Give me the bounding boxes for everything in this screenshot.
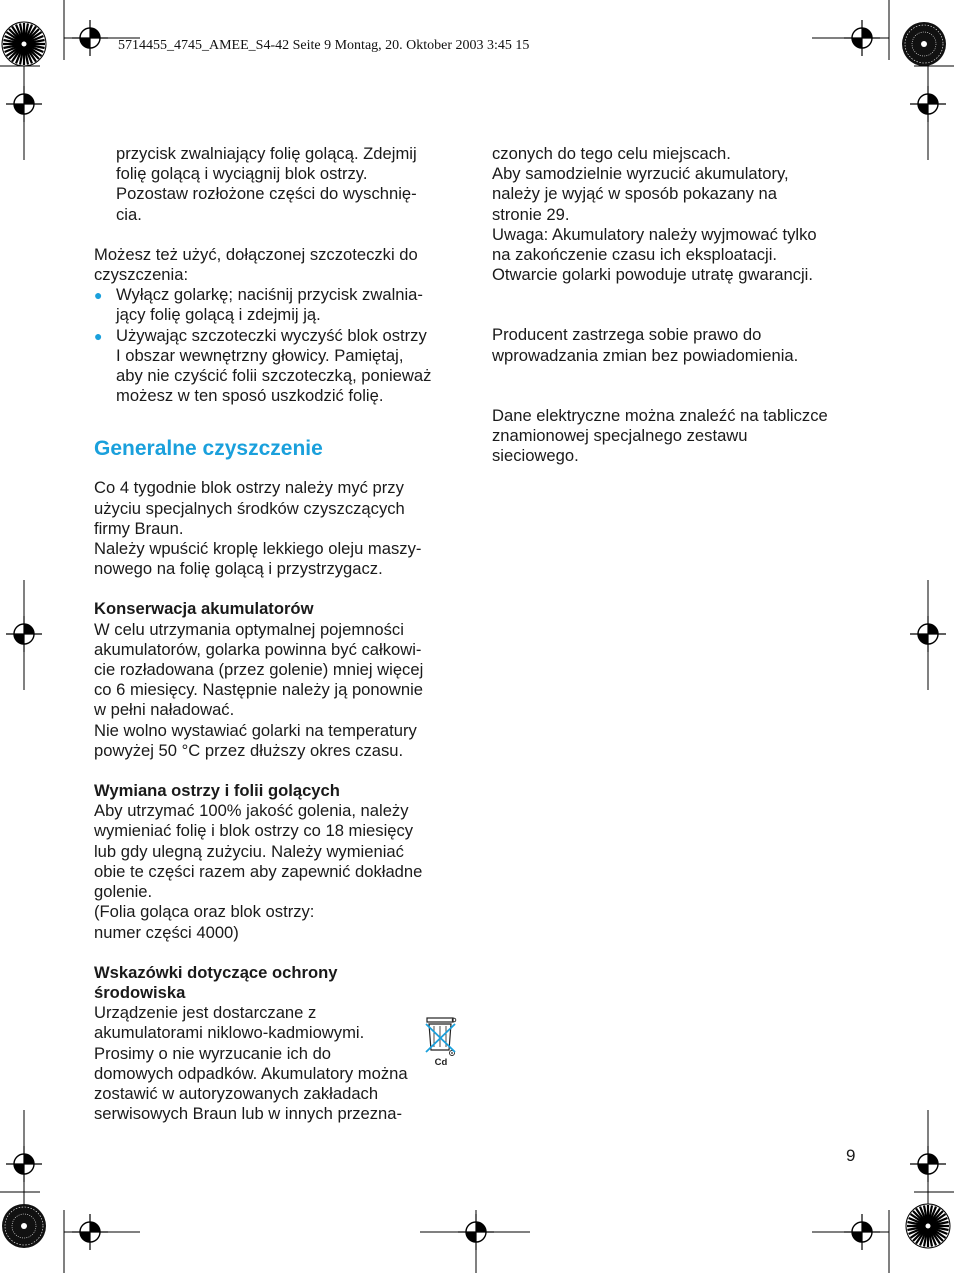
text-line: jący folię golącą i zdejmij ją. bbox=[116, 305, 321, 325]
text-line: folię golącą i wyciągnij blok ostrzy. bbox=[116, 164, 368, 184]
text-line: I obszar wewnętrzny głowicy. Pamiętaj, bbox=[116, 345, 404, 365]
bullet-icon: ● bbox=[94, 327, 103, 344]
text-line: należy je wyjąć w sposób pokazany na bbox=[492, 184, 778, 204]
text-line: Co 4 tygodnie blok ostrzy należy myć przy bbox=[94, 478, 404, 498]
section-heading: Generalne czyszczenie bbox=[94, 437, 323, 461]
text-line: Nie wolno wystawiać golarki na temperatury bbox=[94, 720, 417, 740]
bullet-item bbox=[94, 326, 460, 407]
text-line: Producent zastrzega sobie prawo do bbox=[492, 325, 762, 345]
text-line: aby nie czyścić folii szczoteczką, ponieważ bbox=[116, 366, 432, 386]
print-slug: 5714455_4745_AMEE_S4-42 Seite 9 Montag, 20. Oktober 2003 3:45 15 bbox=[118, 38, 530, 53]
intro-paragraph bbox=[94, 144, 460, 225]
text-line: lub gdy ulegną zużyciu. Należy wymieniać bbox=[94, 841, 404, 861]
text-line: Urządzenie jest dostarczane z bbox=[94, 1003, 317, 1023]
text-line: Prosimy o nie wyrzucanie ich do bbox=[94, 1043, 332, 1063]
text-line: możesz w ten sposó uszkodzić folię. bbox=[116, 386, 384, 406]
subheading-battery: Konserwacja akumulatorów bbox=[94, 599, 314, 619]
text-line: Możesz też użyć, dołączonej szczoteczki do bbox=[94, 244, 418, 264]
text-line: golenie. bbox=[94, 882, 153, 902]
page-number: 9 bbox=[846, 1146, 856, 1165]
text-line: znamionowej specjalnego zestawu bbox=[492, 426, 748, 446]
text-line: Pozostaw rozłożone części do wyschnię- bbox=[116, 184, 417, 204]
subheading-environment bbox=[94, 963, 460, 1003]
text-line: numer części 4000) bbox=[94, 922, 239, 942]
text-line: wprowadzania zmian bez powiadomienia. bbox=[492, 345, 799, 365]
text-line: środowiska bbox=[94, 982, 186, 1002]
text-line: czyszczenia: bbox=[94, 265, 189, 285]
crossed-bin-icon bbox=[424, 1016, 458, 1070]
battery-paragraph bbox=[94, 620, 460, 761]
electrical-data-note bbox=[492, 406, 872, 467]
text-line: Wyłącz golarkę; naciśnij przycisk zwalnia- bbox=[116, 285, 423, 305]
general-paragraph bbox=[94, 478, 460, 579]
text-line: akumulatorami niklowo-kadmiowymi. bbox=[94, 1023, 365, 1043]
text-line: Dane elektryczne można znaleźć na tabliczce bbox=[492, 405, 828, 425]
text-line: W celu utrzymania optymalnej pojemności bbox=[94, 619, 404, 639]
text-line: w pełni naładować. bbox=[94, 700, 235, 720]
replacement-paragraph bbox=[94, 801, 460, 942]
text-line: domowych odpadków. Akumulatory można bbox=[94, 1063, 408, 1083]
text-line: Wskazówki dotyczące ochrony bbox=[94, 962, 338, 982]
text-line: firmy Braun. bbox=[94, 518, 184, 538]
text-line: cie rozładowana (przez golenie) mniej więcej bbox=[94, 660, 424, 680]
text-line: Aby utrzymać 100% jakość golenia, należy bbox=[94, 801, 409, 821]
subheading-replacement: Wymiana ostrzy i folii golących bbox=[94, 781, 340, 801]
text-line: (Folia goląca oraz blok ostrzy: bbox=[94, 902, 315, 922]
text-line: obie te części razem aby zapewnić dokładne bbox=[94, 861, 423, 881]
text-line: Otwarcie golarki powoduje utratę gwarancji. bbox=[492, 265, 813, 285]
environment-paragraph bbox=[94, 1003, 460, 1124]
text-line: zostawić w autoryzowanych zakładach bbox=[94, 1083, 379, 1103]
right-column bbox=[492, 144, 872, 466]
text-line: sieciowego. bbox=[492, 446, 579, 466]
text-line: Aby samodzielnie wyrzucić akumulatory, bbox=[492, 164, 789, 184]
text-line: przycisk zwalniający folię golącą. Zdejmij bbox=[116, 144, 417, 163]
text-line: co 6 miesięcy. Następnie należy ją ponownie bbox=[94, 680, 423, 700]
text-line: użyciu specjalnych środków czyszczących bbox=[94, 498, 405, 518]
bullet-icon: ● bbox=[94, 287, 103, 304]
text-line: serwisowych Braun lub w innych przezna- bbox=[94, 1104, 403, 1124]
text-line: nowego na folię golącą i przystrzygacz. bbox=[94, 559, 383, 579]
text-line: wymieniać folię i blok ostrzy co 18 miesięcy bbox=[94, 821, 414, 841]
text-line: Należy wpuścić kroplę lekkiego oleju maszy- bbox=[94, 539, 422, 559]
environment-continued bbox=[492, 144, 872, 285]
cd-label: Cd bbox=[434, 1057, 448, 1068]
brush-intro bbox=[94, 245, 460, 285]
bullet-item bbox=[94, 285, 460, 325]
text-line: Uwaga: Akumulatory należy wyjmować tylko bbox=[492, 224, 817, 244]
text-line: powyżej 50 °C przez dłuższy okres czasu. bbox=[94, 740, 404, 760]
text-line: stronie 29. bbox=[492, 204, 570, 224]
left-column bbox=[94, 144, 460, 1124]
text-line: Używając szczoteczki wyczyść blok ostrzy bbox=[116, 325, 427, 345]
text-line: na zakończenie czasu ich eksploatacji. bbox=[492, 245, 778, 265]
text-line: cia. bbox=[116, 204, 142, 224]
text-line: akumulatorów, golarka powinna być całkowi- bbox=[94, 639, 422, 659]
text-line: czonych do tego celu miejscach. bbox=[492, 144, 731, 163]
producer-note bbox=[492, 325, 872, 365]
